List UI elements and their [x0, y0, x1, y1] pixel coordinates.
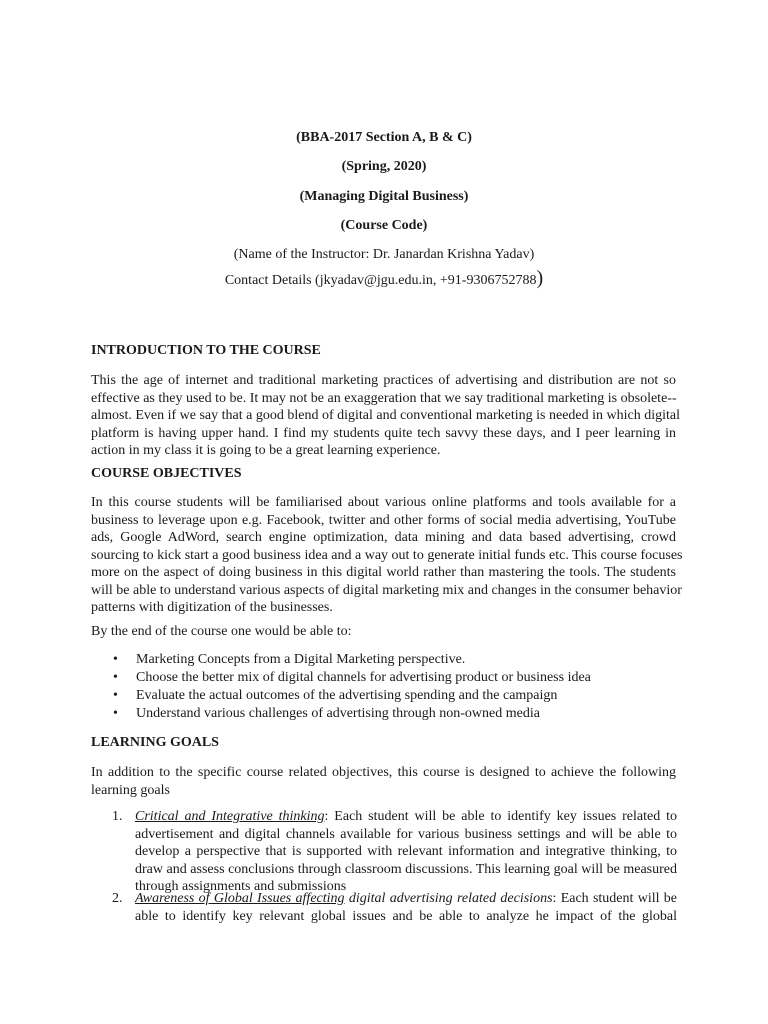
goal-title-italic: digital advertising related decisions: [344, 891, 553, 906]
goal-first-rest: : Each student will be able to identify key issues related to: [324, 809, 677, 824]
bullet-text: Choose the better mix of digital channels for advertising product or business idea: [136, 670, 591, 685]
bullet-icon: •: [113, 670, 118, 685]
course-title-line: (Managing Digital Business): [299, 189, 469, 204]
objectives-line: sourcing to kick start a good business idea and a way out to generate initial funds etc. This course focuses: [91, 547, 683, 563]
goal-line: develop a perspective that is supported with relevant information and integrative thinking, to: [135, 844, 677, 859]
goal-title: Critical and Integrative thinking: [135, 809, 325, 824]
course-code-line: (Course Code): [340, 218, 428, 233]
objectives-lead-in: [91, 623, 676, 641]
learning-goals-intro: [91, 764, 676, 799]
list-item: [91, 687, 676, 705]
goal-title: Awareness of Global Issues affecting: [135, 891, 345, 906]
intro-line: almost. Even if we say that a good blend of digital and conventional marketing is needed in which digital: [91, 408, 681, 423]
goal-text: [135, 890, 677, 925]
bullet-text: Marketing Concepts from a Digital Marketing perspective.: [136, 652, 466, 667]
bullet-icon: •: [113, 688, 118, 703]
goal-line: draw and assess conclusions through classroom discussions. This learning goal will be measured: [135, 861, 677, 877]
objectives-line: patterns with digitization of the businesses.: [91, 600, 333, 615]
goal-text: [135, 808, 677, 896]
objectives-line: ads, Google AdWord, search engine optimization, data mining and data based advertising, crowd: [91, 530, 676, 545]
objectives-heading: COURSE OBJECTIVES: [91, 466, 242, 481]
program-line: (BBA-2017 Section A, B & C): [296, 130, 472, 145]
objectives-paragraph: [91, 494, 683, 617]
contact-close-paren: ): [536, 267, 544, 289]
list-item: [91, 705, 676, 723]
bullet-icon: •: [113, 706, 118, 721]
intro-line: effective as they used to be. It may not be an exaggeration that we say traditional marketing is obsolete--: [91, 390, 677, 406]
objectives-line: In this course students will be familiarised about various online platforms and tools available for a: [91, 495, 676, 510]
goal-line: able to identify key relevant global issues and be able to analyze he impact of the global: [135, 908, 677, 924]
goal-number: 2.: [112, 891, 123, 906]
intro-heading: INTRODUCTION TO THE COURSE: [91, 343, 321, 358]
bullet-icon: •: [113, 652, 118, 667]
objectives-bullet-list: [91, 651, 676, 723]
learning-goals-intro-line: learning goals: [91, 782, 170, 798]
list-item: [91, 669, 676, 687]
goal-number: 1.: [112, 809, 123, 824]
objectives-line: business to leverage upon e.g. Facebook, twitter and other forms of social media advertising, YouTube: [91, 512, 676, 528]
lead-in-text: By the end of the course one would be able to:: [91, 624, 352, 639]
goal-first-line: [135, 890, 677, 908]
goal-line: through assignments and submissions: [135, 879, 347, 894]
term-line: (Spring, 2020): [341, 159, 427, 174]
learning-goals-intro-line: In addition to the specific course related objectives, this course is designed to achieve the following: [91, 765, 676, 780]
intro-line: This the age of internet and traditional marketing practices of advertising and distribution are not so: [91, 373, 676, 388]
goal-first-line: [135, 808, 677, 826]
goal-line: advertisement and digital channels available for various business settings and will be able to: [135, 826, 677, 842]
bullet-text: Understand various challenges of advertising through non-owned media: [136, 706, 540, 721]
bullet-text: Evaluate the actual outcomes of the advertising spending and the campaign: [136, 688, 558, 703]
objectives-line: more on the aspect of doing business in this digital world rather than mastering the tools. The students: [91, 565, 676, 580]
intro-paragraph: [91, 372, 681, 460]
instructor-line: (Name of the Instructor: Dr. Janardan Krishna Yadav): [233, 247, 535, 262]
intro-line: action in my class it is going to be a great learning experience.: [91, 443, 441, 458]
list-item: [91, 651, 676, 669]
contact-text: Contact Details (jkyadav@jgu.edu.in, +91-9306752788: [224, 273, 537, 288]
objectives-line: will be able to understand various aspects of digital marketing mix and changes in the consumer behavior: [91, 582, 682, 598]
intro-line: platform is having upper hand. I find my students quite tech savvy these days, and I peer learning in: [91, 425, 676, 441]
contact-line: [0, 267, 768, 290]
learning-goals-heading: LEARNING GOALS: [91, 735, 219, 750]
goal-first-rest: : Each student will be: [552, 891, 677, 906]
